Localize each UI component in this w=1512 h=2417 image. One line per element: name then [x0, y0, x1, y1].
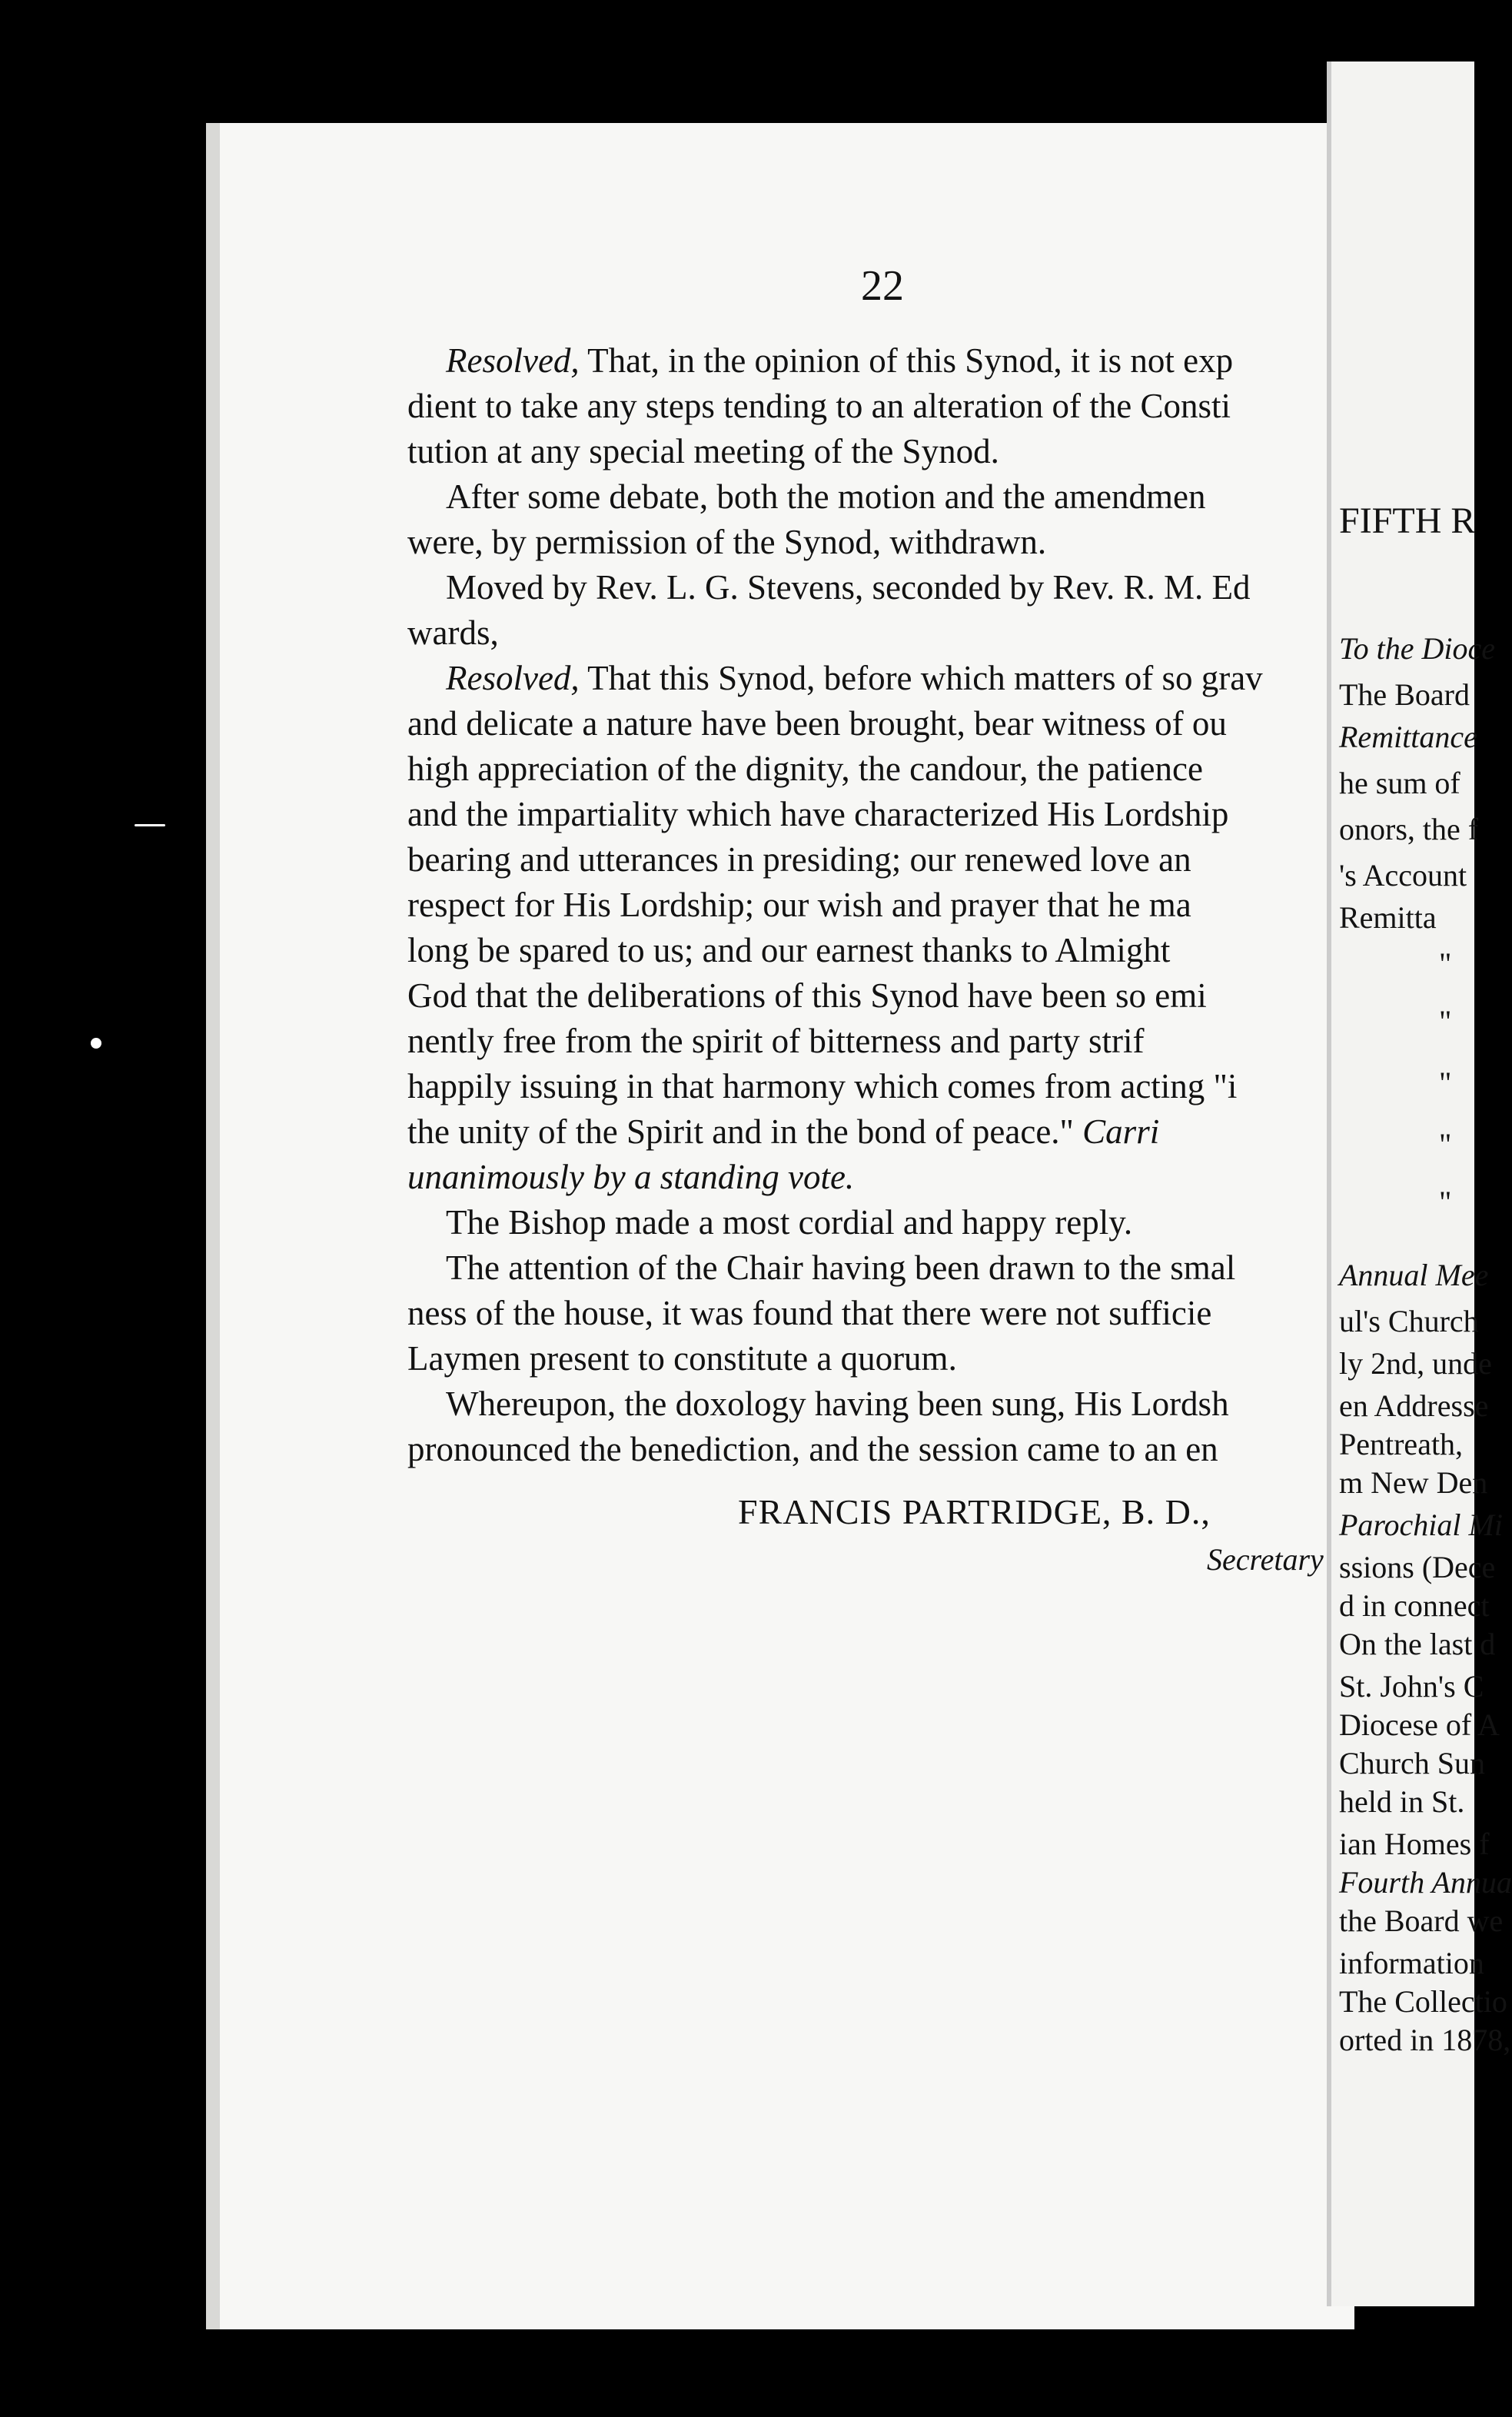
text-line: tution at any special meeting of the Synod. — [407, 432, 999, 470]
text-line: happily issuing in that harmony which comes from acting "i — [407, 1067, 1238, 1105]
text-line: The attention of the Chair having been drawn to the smal — [446, 1248, 1236, 1287]
text-line: respect for His Lordship; our wish and prayer that he ma — [407, 886, 1191, 924]
text-line: high appreciation of the dignity, the candour, the patience — [407, 750, 1203, 788]
right-page-line: the Board we — [1339, 1903, 1504, 1938]
text-line: nently free from the spirit of bitterness and party strif — [407, 1022, 1145, 1060]
right-page-line: held in St. — [1339, 1784, 1465, 1819]
right-page-line: Parochial Mi — [1339, 1508, 1503, 1542]
right-page-line: " — [1439, 1185, 1452, 1219]
text-line: and the impartiality which have characterized His Lordship — [407, 795, 1229, 833]
right-page-line: information — [1339, 1946, 1484, 1980]
text-line: bearing and utterances in presiding; our renewed love an — [407, 840, 1191, 879]
right-page-line: ssions (Dece — [1339, 1550, 1496, 1584]
right-page-line: ian Homes f — [1339, 1827, 1490, 1861]
right-page-line: To the Dioce — [1339, 631, 1495, 666]
text-line: Resolved, That, in the opinion of this Synod, it is not exp — [446, 341, 1234, 380]
right-page-line: onors, the f — [1339, 812, 1479, 846]
right-page-line: FIFTH R — [1339, 500, 1476, 541]
right-page-line: " — [1439, 1066, 1452, 1100]
text-line: and delicate a nature have been brought, bear witness of ou — [407, 704, 1227, 743]
right-page-line: d in connect — [1339, 1588, 1490, 1623]
right-page-line: The Collectio — [1339, 1984, 1507, 2019]
signature-name: FRANCIS PARTRIDGE, B. D., — [738, 1492, 1211, 1531]
right-page-line: en Addresse — [1339, 1388, 1489, 1423]
right-page-line: Fourth Annua — [1339, 1865, 1512, 1900]
right-page-line: " — [1439, 1004, 1452, 1039]
page-number: 22 — [861, 262, 904, 310]
signature-title: Secretary — [1207, 1542, 1324, 1577]
text-line: Laymen present to constitute a quorum. — [407, 1339, 957, 1378]
text-line: God that the deliberations of this Synod have been so emi — [407, 976, 1207, 1015]
text-line: Resolved, That this Synod, before which matters of so grav — [446, 659, 1263, 697]
text-line: After some debate, both the motion and the amendmen — [446, 477, 1206, 516]
right-page-line: he sum of — [1339, 766, 1460, 800]
dust-speck — [135, 824, 165, 826]
right-page-line: " — [1439, 946, 1452, 981]
right-page-line: Annual Mee — [1339, 1258, 1489, 1292]
text-line: were, by permission of the Synod, withdrawn. — [407, 523, 1047, 561]
text-line: Whereupon, the doxology having been sung, His Lordsh — [446, 1385, 1229, 1423]
text-line: The Bishop made a most cordial and happy reply. — [446, 1203, 1133, 1242]
right-page-line: Remittance — [1339, 720, 1477, 754]
right-page-line: Remitta — [1339, 900, 1437, 935]
document-body — [407, 338, 1307, 1472]
right-page-line: m New Den — [1339, 1465, 1488, 1500]
text-line: unanimously by a standing vote. — [407, 1158, 855, 1196]
text-line: long be spared to us; and our earnest thanks to Almight — [407, 931, 1171, 969]
right-page-line: Church Sun — [1339, 1746, 1485, 1780]
right-page-line: Pentreath, — [1339, 1427, 1464, 1461]
right-page-line: St. John's C — [1339, 1669, 1484, 1704]
text-line: ness of the house, it was found that there were not sufficie — [407, 1294, 1212, 1332]
text-line: pronounced the benediction, and the session came to an en — [407, 1430, 1218, 1468]
text-line: wards, — [407, 613, 499, 652]
text-line: Moved by Rev. L. G. Stevens, seconded by Rev. R. M. Ed — [446, 568, 1251, 607]
right-page-line: On the last d — [1339, 1627, 1496, 1661]
dust-speck — [91, 1038, 101, 1049]
right-page-line: " — [1439, 1127, 1452, 1162]
right-page-fragment — [1327, 62, 1512, 2306]
right-page-line: orted in 1878, — [1339, 2023, 1511, 2057]
text-line: dient to take any steps tending to an alteration of the Consti — [407, 387, 1231, 425]
text-line: the unity of the Spirit and in the bond of peace." Carri — [407, 1112, 1160, 1151]
right-page-line: Diocese of A — [1339, 1707, 1500, 1742]
right-page-line: ul's Church — [1339, 1304, 1479, 1338]
right-page-line: ly 2nd, unde — [1339, 1346, 1492, 1381]
right-page-line: The Board — [1339, 677, 1470, 712]
right-page-line: 's Account — [1339, 858, 1467, 893]
